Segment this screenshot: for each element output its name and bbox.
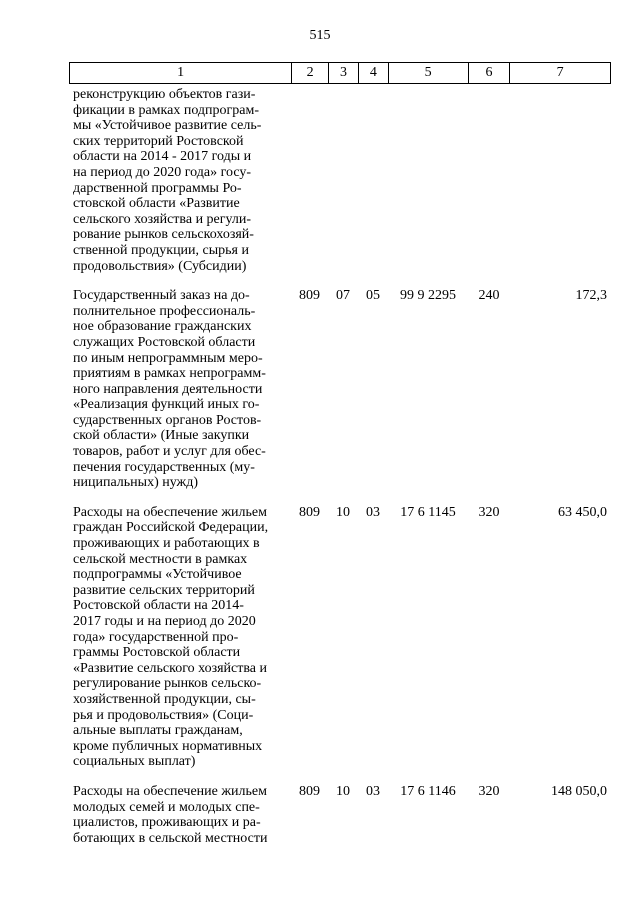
row-subsection-code: 05: [366, 288, 380, 304]
row-amount: [510, 87, 611, 274]
row-description: Расходы на обеспечение жильем молодых семей и молодых спе- циалистов, проживающих и ра- ботающих в сельской местности: [73, 783, 268, 846]
column-header-7: 7: [509, 63, 610, 83]
row-section-code: 10: [336, 783, 350, 799]
row-ministry-code: [291, 87, 328, 274]
row-description: Расходы на обеспечение жильем граждан Российской Федерации, проживающих и работающих в сельской местности в рамках подпрограммы «Устойчивое развитие сельских территорий Ростовской области на 2014- 2017 годы и на период до 2020 года» государственной про- граммы Ростовской области «Развитие сельского хозяйства и регулирование рынков сельско- хозяйственной продукции, сы- рья и продовольствия» (Соци- альные выплаты гражданам, кроме публичных нормативных социальных выплат): [73, 504, 269, 770]
row-subsection-code: 03: [366, 783, 380, 799]
table-row: [69, 288, 611, 491]
row-ministry-code: 809: [299, 288, 320, 304]
row-section-code: 07: [336, 288, 350, 304]
row-target-code: 17 6 1146: [400, 783, 456, 799]
row-section-code: 10: [336, 504, 350, 520]
row-description: Государственный заказ на до- полнительное профессиональ- ное образование гражданских служащих Ростовской области по иным непрограммным меро- приятиям в рамках непрограмм- ного направления деятельности «Реализация функций иных го- сударственных органов Ростов- ской области» (Иные закупки товаров, работ и услуг для обес- печения государственных (му- ниципальных) нужд): [73, 288, 266, 491]
table-row: [69, 784, 611, 846]
table-row: [69, 87, 611, 274]
table-body: [69, 87, 611, 846]
row-target-code: [388, 87, 468, 274]
row-amount: 148 050,0: [551, 783, 607, 799]
row-expense-type: 240: [478, 288, 500, 304]
row-subsection-code: [358, 87, 388, 274]
row-ministry-code: 809: [299, 783, 320, 799]
row-amount: 172,3: [575, 288, 607, 304]
row-expense-type: [468, 87, 510, 274]
row-section-code: [328, 87, 358, 274]
column-header-1: 1: [177, 65, 185, 80]
row-target-code: 99 9 2295: [400, 288, 456, 304]
row-expense-type: 320: [478, 504, 500, 520]
table-header-row: [69, 62, 611, 84]
table-row: [69, 505, 611, 770]
column-header-2: 2: [291, 63, 328, 83]
row-ministry-code: 809: [299, 504, 320, 520]
row-amount: 63 450,0: [558, 504, 607, 520]
row-expense-type: 320: [478, 783, 500, 799]
column-header-3: 3: [328, 63, 358, 83]
column-header-4: 4: [358, 63, 388, 83]
row-description: реконструкцию объектов гази- фикации в рамках подпрограм- мы «Устойчивое развитие сель- ских территорий Ростовской области на 2014 - 2017 годы и на период до 2020 года» госу- дарственной программы Ро- стовской области «Развитие сельского хозяйства и регули- рование рынков сельскохозяй- ственной продукции, сырья и продовольствия» (Субсидии): [73, 87, 262, 274]
page-number: 515: [309, 28, 331, 43]
row-subsection-code: 03: [366, 504, 380, 520]
column-header-5: 5: [388, 63, 468, 83]
column-header-6: 6: [468, 63, 510, 83]
row-target-code: 17 6 1145: [400, 504, 456, 520]
